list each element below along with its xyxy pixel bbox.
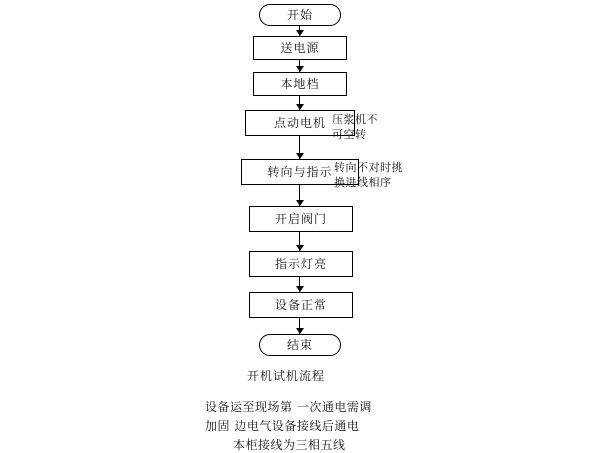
annotation-line-2: 换进线相序 (334, 176, 392, 189)
annotation-jog-motor (332, 112, 378, 142)
annotation-line-1: 压浆机不 (332, 113, 378, 126)
flow-node-label: 开始 (286, 8, 313, 22)
flow-node-indicator-lamp[interactable] (249, 251, 353, 277)
flow-node-label: 本地档 (280, 77, 320, 91)
annotation-line-1: 转向不对时挑 (334, 161, 403, 174)
flow-node-open-valve[interactable] (249, 206, 353, 232)
flow-node-label: 设备正常 (274, 298, 327, 312)
flow-node-end[interactable] (259, 334, 341, 356)
flow-node-local-mode[interactable] (253, 72, 347, 96)
flow-node-label: 点动电机 (273, 116, 326, 130)
flow-node-label: 指示灯亮 (274, 257, 327, 271)
annotation-direction (334, 160, 403, 190)
flow-node-label: 送电源 (280, 41, 320, 55)
diagram-caption: 开机试机流程 (247, 369, 326, 383)
annotation-line-2: 可空转 (332, 128, 367, 141)
flow-node-label: 结束 (286, 338, 313, 352)
flow-node-label: 转向与指示 (267, 165, 333, 179)
footer-note-line-1: 设备运至现场第 一次通电需调 (205, 400, 372, 414)
flow-node-equipment-normal[interactable] (249, 292, 353, 318)
flow-node-power-on[interactable] (253, 36, 347, 60)
flow-node-label: 开启阀门 (274, 212, 327, 226)
flow-node-start[interactable] (259, 4, 341, 26)
footer-note-line-2: 加固 边电气设备接线后通电 (205, 419, 360, 433)
footer-note-line-3: 本柜接线为三相五线 (233, 438, 346, 452)
